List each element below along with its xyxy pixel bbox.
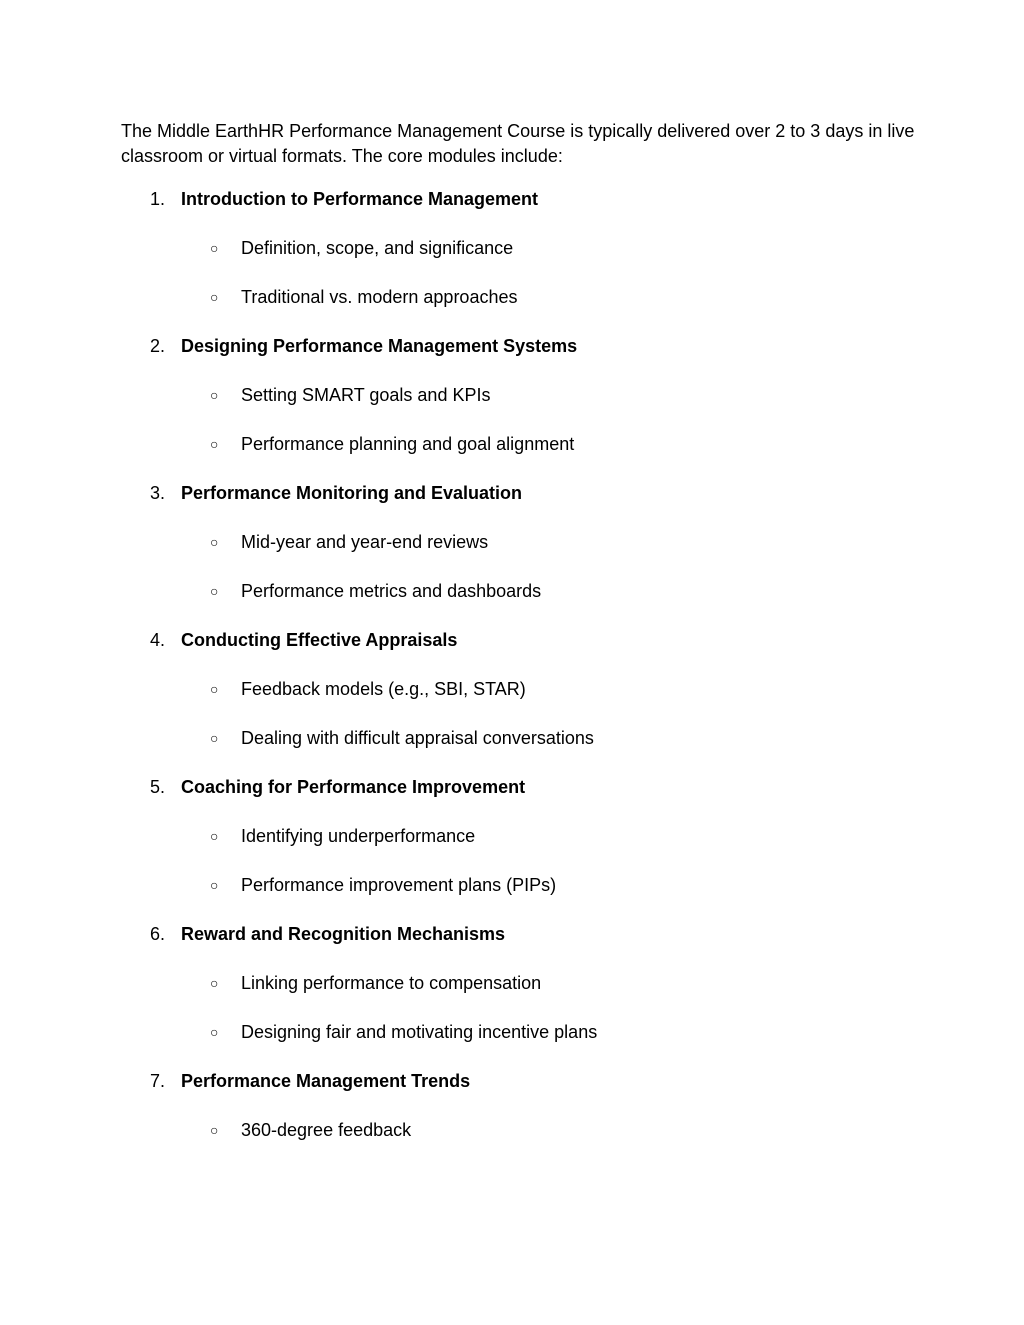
module-item	[0, 481, 1024, 628]
module-heading	[0, 187, 1024, 236]
topic-text: Linking performance to compensation	[241, 973, 542, 993]
intro-paragraph: The Middle EarthHR Performance Management Course is typically delivered over 2 to 3 days in live classroom or virtual formats. The core modules include:	[121, 121, 915, 166]
topic-text: Identifying underperformance	[241, 826, 476, 846]
topic-list	[0, 824, 1024, 922]
hollow-bullet-icon: ○	[210, 1122, 219, 1138]
module-title: Introduction to Performance Management	[181, 189, 539, 209]
module-heading	[0, 334, 1024, 383]
topic-list	[0, 236, 1024, 334]
module-title: Conducting Effective Appraisals	[181, 630, 458, 650]
topic-text: Mid-year and year-end reviews	[241, 532, 489, 552]
hollow-bullet-icon: ○	[210, 730, 219, 746]
topic-item	[0, 530, 1024, 579]
module-heading	[0, 628, 1024, 677]
module-number: 4.	[150, 630, 166, 650]
topic-text: Performance metrics and dashboards	[241, 581, 542, 601]
module-title: Reward and Recognition Mechanisms	[181, 924, 506, 944]
hollow-bullet-icon: ○	[210, 828, 219, 844]
module-number: 1.	[150, 189, 166, 209]
module-title: Designing Performance Management Systems	[181, 336, 578, 356]
module-item	[0, 334, 1024, 481]
module-item	[0, 775, 1024, 922]
topic-item	[0, 971, 1024, 1020]
hollow-bullet-icon: ○	[210, 240, 219, 256]
topic-list	[0, 530, 1024, 628]
module-list	[0, 187, 1024, 1167]
module-title: Performance Management Trends	[181, 1071, 471, 1091]
topic-item	[0, 579, 1024, 628]
module-item	[0, 187, 1024, 334]
topic-item	[0, 236, 1024, 285]
topic-text: Traditional vs. modern approaches	[241, 287, 518, 307]
hollow-bullet-icon: ○	[210, 1024, 219, 1040]
module-number: 2.	[150, 336, 166, 356]
topic-text: Feedback models (e.g., SBI, STAR)	[241, 679, 526, 699]
hollow-bullet-icon: ○	[210, 877, 219, 893]
module-title: Performance Monitoring and Evaluation	[181, 483, 523, 503]
module-heading	[0, 922, 1024, 971]
topic-item	[0, 677, 1024, 726]
module-title: Coaching for Performance Improvement	[181, 777, 526, 797]
module-number: 3.	[150, 483, 166, 503]
topic-item	[0, 285, 1024, 334]
module-heading	[0, 775, 1024, 824]
topic-text: 360-degree feedback	[241, 1120, 412, 1140]
hollow-bullet-icon: ○	[210, 289, 219, 305]
topic-item	[0, 726, 1024, 775]
module-item	[0, 922, 1024, 1069]
topic-list	[0, 677, 1024, 775]
topic-list	[0, 971, 1024, 1069]
topic-text: Designing fair and motivating incentive plans	[241, 1022, 598, 1042]
topic-text: Performance planning and goal alignment	[241, 434, 575, 454]
topic-text: Performance improvement plans (PIPs)	[241, 875, 557, 895]
topic-text: Setting SMART goals and KPIs	[241, 385, 491, 405]
topic-list	[0, 383, 1024, 481]
module-item	[0, 628, 1024, 775]
topic-item	[0, 824, 1024, 873]
hollow-bullet-icon: ○	[210, 975, 219, 991]
hollow-bullet-icon: ○	[210, 681, 219, 697]
hollow-bullet-icon: ○	[210, 436, 219, 452]
module-heading	[0, 481, 1024, 530]
topic-text: Definition, scope, and significance	[241, 238, 514, 258]
module-item	[0, 1069, 1024, 1167]
topic-item	[0, 1118, 1024, 1167]
topic-list	[0, 1118, 1024, 1167]
topic-item	[0, 873, 1024, 922]
module-number: 5.	[150, 777, 166, 797]
module-number: 7.	[150, 1071, 166, 1091]
topic-text: Dealing with difficult appraisal conversations	[241, 728, 594, 748]
hollow-bullet-icon: ○	[210, 583, 219, 599]
hollow-bullet-icon: ○	[210, 534, 219, 550]
topic-item	[0, 383, 1024, 432]
hollow-bullet-icon: ○	[210, 387, 219, 403]
module-number: 6.	[150, 924, 166, 944]
topic-item	[0, 432, 1024, 481]
module-heading	[0, 1069, 1024, 1118]
topic-item	[0, 1020, 1024, 1069]
